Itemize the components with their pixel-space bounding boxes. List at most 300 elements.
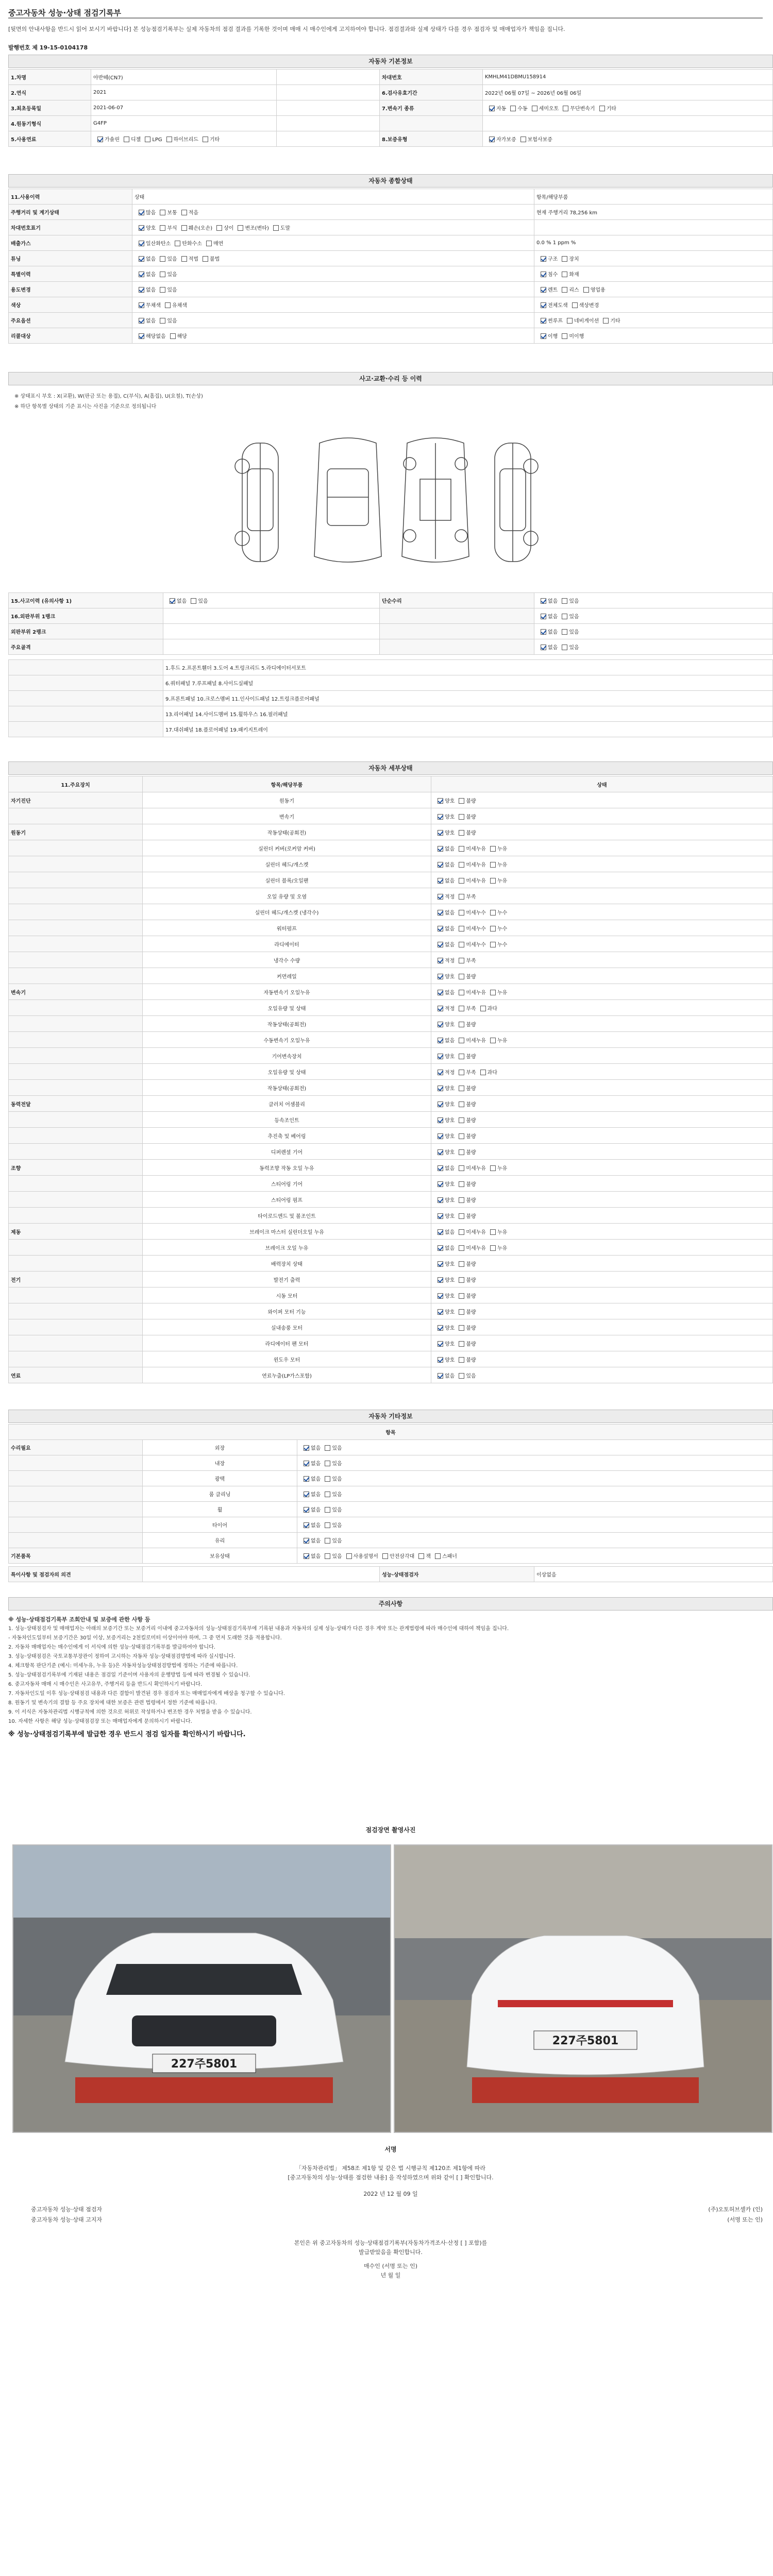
table-cell [431, 984, 773, 1000]
checkbox[interactable] [541, 598, 546, 604]
table-row [9, 706, 773, 722]
checkbox[interactable] [304, 1492, 309, 1497]
checkbox[interactable] [541, 614, 546, 619]
table-row [9, 85, 773, 100]
checkbox[interactable] [160, 318, 165, 324]
table-row [9, 297, 773, 313]
table-cell [431, 1256, 773, 1272]
checkbox[interactable] [583, 287, 589, 293]
checkbox[interactable] [191, 598, 196, 604]
checkbox[interactable] [459, 990, 464, 995]
table-cell: 2.연식 [9, 85, 91, 100]
checkbox-label: 누유 [497, 1229, 508, 1235]
checkbox-label: 기타 [209, 137, 220, 143]
checkbox-label: 미세누유 [466, 862, 486, 868]
table-cell [9, 1016, 143, 1032]
checkbox[interactable] [438, 830, 443, 836]
checkbox[interactable] [480, 1006, 486, 1011]
checkbox[interactable] [490, 1245, 496, 1251]
table-cell [277, 116, 380, 131]
checkbox[interactable] [438, 814, 443, 820]
checkbox-label: 있음 [569, 599, 579, 604]
checkbox-label: 없음 [311, 1492, 321, 1498]
checkbox[interactable] [438, 942, 443, 947]
table-cell: 현재 주행거리 78,256 km [534, 205, 773, 220]
checkbox-label: 없음 [146, 272, 156, 278]
checkbox[interactable] [459, 1165, 464, 1171]
car-left-side-view [235, 443, 278, 562]
checkbox[interactable] [459, 1357, 464, 1363]
checkbox[interactable] [160, 210, 165, 215]
checkbox-label: 양호 [445, 1277, 455, 1283]
table-row [9, 1272, 773, 1287]
table-cell [297, 1486, 773, 1502]
checkbox-label: 있음 [332, 1446, 342, 1451]
checkbox[interactable] [567, 318, 573, 324]
table-cell: 차대번호 [380, 70, 483, 85]
checkbox[interactable] [438, 1165, 443, 1171]
table-row [9, 1208, 773, 1224]
checkbox[interactable] [541, 318, 546, 324]
checkbox[interactable] [438, 1373, 443, 1379]
general-status-table [8, 189, 773, 344]
table-row [9, 1319, 773, 1335]
checkbox[interactable] [139, 318, 144, 324]
table-cell: 7.변속기 종류 [380, 100, 483, 116]
checkbox[interactable] [459, 1373, 464, 1379]
table-cell: 2021 [91, 85, 277, 100]
checkbox[interactable] [438, 862, 443, 868]
checkbox[interactable] [459, 1245, 464, 1251]
checkbox[interactable] [273, 225, 279, 231]
car-body-diagram [227, 433, 546, 572]
checkbox[interactable] [438, 894, 443, 900]
checkbox[interactable] [459, 1038, 464, 1043]
table-cell: 작동상태(공회전) [143, 1080, 431, 1096]
checkbox[interactable] [459, 878, 464, 884]
checkbox[interactable] [438, 958, 443, 963]
checkbox-label: 보통 [167, 210, 177, 216]
table-row [9, 1486, 773, 1502]
checkbox-label: 있음 [332, 1538, 342, 1544]
checkbox[interactable] [165, 302, 171, 308]
checkbox-label: 이행 [548, 334, 558, 340]
checkbox-label: 기타 [610, 318, 620, 324]
checkbox[interactable] [438, 878, 443, 884]
checkbox[interactable] [562, 598, 567, 604]
table-cell [132, 205, 534, 220]
checkbox[interactable] [459, 846, 464, 852]
table-row [9, 824, 773, 840]
checkbox-label: 없음 [445, 846, 455, 852]
table-row [9, 1455, 773, 1471]
checkbox[interactable] [438, 1293, 443, 1299]
checkbox[interactable] [489, 137, 495, 142]
checkbox[interactable] [181, 210, 187, 215]
section-notes: 주의사항 [8, 1597, 773, 1611]
checkbox-label: 양호 [445, 1309, 455, 1315]
table-cell [380, 639, 534, 655]
checkbox[interactable] [382, 1553, 388, 1559]
table-row [9, 1548, 773, 1564]
checkbox-label: 과다 [487, 1070, 497, 1076]
checkbox[interactable] [459, 830, 464, 836]
checkbox[interactable] [563, 106, 568, 111]
table-cell: 실내송풍 모터 [143, 1319, 431, 1335]
checkbox[interactable] [438, 1181, 443, 1187]
checkbox[interactable] [541, 287, 546, 293]
checkbox[interactable] [181, 256, 187, 262]
checkbox-label: 없음 [445, 1245, 455, 1251]
checkbox[interactable] [438, 1261, 443, 1267]
table-cell [132, 251, 534, 266]
table-row [9, 660, 773, 675]
table-cell [431, 1224, 773, 1240]
checkbox[interactable] [520, 137, 526, 142]
checkbox[interactable] [438, 1149, 443, 1155]
checkbox[interactable] [459, 926, 464, 931]
accident-table [8, 592, 773, 655]
checkbox-label: 양호 [445, 1293, 455, 1299]
checkbox[interactable] [438, 1325, 443, 1331]
checkbox[interactable] [438, 1357, 443, 1363]
checkbox[interactable] [139, 302, 144, 308]
table-cell: 외판부위 2랭크 [9, 624, 163, 639]
checkbox[interactable] [490, 1229, 496, 1235]
checkbox-label: 없음 [445, 862, 455, 868]
checkbox[interactable] [304, 1553, 309, 1559]
checkbox[interactable] [459, 1070, 464, 1075]
checkbox[interactable] [490, 1165, 496, 1171]
checkbox-label: 양호 [445, 1117, 455, 1124]
checkbox[interactable] [139, 225, 144, 231]
checkbox[interactable] [459, 1086, 464, 1091]
checkbox[interactable] [438, 1038, 443, 1043]
table-cell [431, 872, 773, 888]
checkbox[interactable] [438, 1229, 443, 1235]
checkbox[interactable] [438, 798, 443, 804]
checkbox[interactable] [562, 256, 567, 262]
checkbox[interactable] [438, 1277, 443, 1283]
checkbox[interactable] [124, 137, 129, 142]
table-cell [431, 1048, 773, 1064]
checkbox[interactable] [541, 629, 546, 635]
checkbox[interactable] [175, 241, 180, 246]
table-cell: 실린더 헤드/개스켓 [143, 856, 431, 872]
checkbox[interactable] [459, 1293, 464, 1299]
checkbox[interactable] [325, 1461, 330, 1466]
checkbox[interactable] [304, 1507, 309, 1513]
checkbox-label: 불량 [466, 1357, 476, 1363]
checkbox[interactable] [480, 1070, 486, 1075]
checkbox[interactable] [160, 287, 165, 293]
checkbox[interactable] [304, 1461, 309, 1466]
checkbox[interactable] [438, 1054, 443, 1059]
checkbox[interactable] [160, 225, 165, 231]
checkbox[interactable] [459, 1006, 464, 1011]
checkbox-label: 누유 [497, 1245, 508, 1251]
checkbox[interactable] [304, 1538, 309, 1544]
checkbox[interactable] [490, 910, 496, 916]
checkbox-label: 침수 [548, 272, 558, 278]
table-cell [534, 313, 773, 328]
checkbox[interactable] [459, 1054, 464, 1059]
table-cell: 커먼레일 [143, 968, 431, 984]
checkbox[interactable] [304, 1522, 309, 1528]
checkbox[interactable] [438, 1117, 443, 1123]
checkbox[interactable] [490, 878, 496, 884]
checkbox[interactable] [562, 629, 567, 635]
checkbox[interactable] [325, 1522, 330, 1528]
checkbox[interactable] [438, 990, 443, 995]
checkbox[interactable] [438, 1197, 443, 1203]
checkbox-label: 양호 [445, 1181, 455, 1188]
checkbox[interactable] [459, 974, 464, 979]
checkbox[interactable] [459, 1309, 464, 1315]
table-cell: 8.보증유형 [380, 131, 483, 147]
checkbox[interactable] [325, 1445, 330, 1451]
table-cell: 16.외판부위 1랭크 [9, 608, 163, 624]
checkbox[interactable] [139, 272, 144, 277]
checkbox[interactable] [170, 598, 175, 604]
checkbox[interactable] [459, 1277, 464, 1283]
checkbox[interactable] [139, 256, 144, 262]
table-cell [297, 1517, 773, 1533]
checkbox[interactable] [603, 318, 609, 324]
table-row [9, 792, 773, 808]
table-cell: 1.후드 2.프론트휀더 3.도어 4.트렁크리드 5.라디에이터서포트 [163, 660, 773, 675]
table-row [9, 920, 773, 936]
checkbox-label: 불량 [466, 1054, 476, 1060]
checkbox[interactable] [181, 225, 187, 231]
checkbox[interactable] [562, 614, 567, 619]
checkbox[interactable] [459, 942, 464, 947]
sign-date: 2022 년 12 월 09 일 [363, 2191, 418, 2197]
checkbox[interactable] [459, 894, 464, 900]
checkbox[interactable] [459, 1133, 464, 1139]
table-cell: 클러치 어셈블리 [143, 1096, 431, 1112]
checkbox[interactable] [459, 1229, 464, 1235]
checkbox[interactable] [170, 333, 176, 339]
checkbox[interactable] [139, 241, 144, 246]
checkbox[interactable] [438, 1006, 443, 1011]
checkbox-label: 누유 [497, 862, 508, 868]
checkbox[interactable] [490, 990, 496, 995]
checkbox[interactable] [459, 1341, 464, 1347]
checkbox[interactable] [438, 1070, 443, 1075]
checkbox[interactable] [459, 862, 464, 868]
table-cell [297, 1471, 773, 1486]
checkbox[interactable] [562, 272, 567, 277]
table-row [9, 691, 773, 706]
checkbox[interactable] [562, 333, 567, 339]
checkbox[interactable] [438, 1213, 443, 1219]
table-cell: 기본품목 [9, 1548, 143, 1564]
checkbox[interactable] [541, 645, 546, 650]
table-cell [9, 872, 143, 888]
checkbox-label: 적정 [445, 1006, 455, 1012]
checkbox[interactable] [490, 942, 496, 947]
checkbox[interactable] [599, 106, 605, 111]
table-cell: 브레이크 오일 누유 [143, 1240, 431, 1256]
checkbox[interactable] [139, 287, 144, 293]
checkbox[interactable] [541, 333, 546, 339]
checkbox[interactable] [562, 645, 567, 650]
checkbox[interactable] [459, 798, 464, 804]
table-cell [277, 100, 380, 116]
checkbox[interactable] [418, 1553, 424, 1559]
section-basic-info: 자동차 기본정보 [8, 55, 773, 68]
table-cell [132, 328, 534, 344]
checkbox[interactable] [438, 1022, 443, 1027]
checkbox-label: 있음 [332, 1507, 342, 1513]
checkbox[interactable] [459, 814, 464, 820]
checkbox[interactable] [459, 1261, 464, 1267]
table-cell: 주요옵션 [9, 313, 132, 328]
notice-text: [뒷면의 안내사항을 반드시 읽어 보시기 바랍니다] 본 성능점검기록부는 실제 자동차의 점검 결과를 기록한 것이며 매매 시 매수인에게 고지하여야 합니다. 점검결과와 실제 상태가 다를 경우 점검자 및 매매업자가 책임을 집니다. [8, 26, 565, 32]
checkbox[interactable] [325, 1538, 330, 1544]
checkbox[interactable] [438, 910, 443, 916]
table-cell: 추진축 및 베어링 [143, 1128, 431, 1144]
checkbox[interactable] [160, 256, 165, 262]
checkbox[interactable] [562, 287, 567, 293]
table-cell [9, 856, 143, 872]
checkbox-label: 양호 [445, 814, 455, 820]
checkbox[interactable] [490, 926, 496, 931]
table-row [9, 675, 773, 691]
table-cell [9, 840, 143, 856]
table-cell [431, 968, 773, 984]
checkbox[interactable] [541, 302, 546, 308]
accident-legend-1: ※ 상태표시 부호 : X(교환), W(판금 또는 용접), C(부식), A(흠집), U(요철), T(손상) [14, 394, 203, 399]
checkbox-label: 양호 [445, 1197, 455, 1204]
checkbox[interactable] [97, 137, 103, 142]
checkbox[interactable] [541, 256, 546, 262]
table-row [9, 1517, 773, 1533]
table-row [9, 936, 773, 952]
checkbox[interactable] [490, 846, 496, 852]
checkbox-label: 미세누유 [466, 990, 486, 996]
table-cell [431, 1192, 773, 1208]
checkbox[interactable] [489, 106, 495, 111]
table-cell: 2022년 06월 07일 ~ 2026년 06월 06일 [483, 85, 773, 100]
table-cell [9, 691, 163, 706]
table-cell [431, 1176, 773, 1192]
checkbox[interactable] [325, 1476, 330, 1482]
checkbox[interactable] [459, 1117, 464, 1123]
checkbox[interactable] [139, 210, 144, 215]
checkbox-label: 부족 [466, 1070, 476, 1076]
table-cell: 11.사용이력 [9, 189, 132, 205]
checkbox[interactable] [459, 1101, 464, 1107]
checkbox[interactable] [206, 241, 212, 246]
checkbox[interactable] [325, 1492, 330, 1497]
checkbox-label: 불량 [466, 814, 476, 820]
table-cell [380, 116, 483, 131]
checkbox[interactable] [438, 1309, 443, 1315]
checkbox-label: 있음 [332, 1492, 342, 1498]
checkbox-label: 불량 [466, 1181, 476, 1188]
checkbox[interactable] [435, 1553, 441, 1559]
checkbox[interactable] [490, 1038, 496, 1043]
checkbox[interactable] [346, 1553, 352, 1559]
checkbox[interactable] [139, 333, 144, 339]
table-row [9, 1032, 773, 1048]
checkbox[interactable] [203, 137, 208, 142]
table-cell [431, 888, 773, 904]
checkbox[interactable] [459, 1149, 464, 1155]
checkbox[interactable] [325, 1507, 330, 1513]
checkbox[interactable] [459, 1325, 464, 1331]
note-item: 5. 성능·상태점검기록부에 기재된 내용은 점검일 기준이며 사용자의 운행방법 등에 따라 변경될 수 있습니다. [8, 1672, 250, 1678]
checkbox-label: 해당 [177, 334, 187, 340]
checkbox[interactable] [238, 225, 243, 231]
checkbox[interactable] [532, 106, 537, 111]
checkbox[interactable] [510, 106, 516, 111]
checkbox-label: 없음 [445, 990, 455, 996]
checkbox-label: 미세누수 [466, 910, 486, 916]
table-cell [9, 1517, 143, 1533]
table-cell [9, 1208, 143, 1224]
checkbox[interactable] [160, 272, 165, 277]
checkbox[interactable] [459, 1213, 464, 1219]
checkbox[interactable] [438, 1133, 443, 1139]
checkbox[interactable] [304, 1445, 309, 1451]
checkbox[interactable] [304, 1476, 309, 1482]
checkbox[interactable] [438, 1101, 443, 1107]
checkbox-label: 화재 [569, 272, 579, 278]
checkbox[interactable] [438, 1086, 443, 1091]
checkbox[interactable] [438, 974, 443, 979]
checkbox[interactable] [438, 846, 443, 852]
checkbox[interactable] [490, 862, 496, 868]
table-cell [9, 1144, 143, 1160]
table-row [9, 808, 773, 824]
table-cell [483, 131, 773, 147]
checkbox[interactable] [541, 272, 546, 277]
photo-front [12, 1844, 391, 2133]
note-item: 3. 성능·상태점검은 국토교통부장관이 정하여 고시하는 자동차 성능·상태점검방법에 따라 실시합니다. [8, 1654, 236, 1659]
checkbox[interactable] [438, 1245, 443, 1251]
checkbox-label: 탄화수소 [182, 241, 202, 247]
checkbox[interactable] [216, 225, 222, 231]
checkbox[interactable] [203, 256, 208, 262]
note-item: 10. 자세한 사항은 해당 성능·상태점검장 또는 매매업자에게 문의하시기 바랍니다. [8, 1719, 192, 1724]
checkbox[interactable] [459, 1197, 464, 1203]
checkbox[interactable] [459, 958, 464, 963]
checkbox-label: 있음 [167, 318, 177, 324]
checkbox[interactable] [325, 1553, 330, 1559]
checkbox-label: 보험사보증 [527, 137, 552, 143]
checkbox-label: 있음 [332, 1461, 342, 1467]
checkbox[interactable] [572, 302, 578, 308]
table-row [9, 639, 773, 655]
table-cell: 1.차명 [9, 70, 91, 85]
table-cell [9, 1351, 143, 1367]
table-row [9, 1192, 773, 1208]
checkbox[interactable] [438, 1341, 443, 1347]
table-cell [9, 1176, 143, 1192]
checkbox-label: 미세누유 [466, 1245, 486, 1251]
table-cell [9, 1240, 143, 1256]
checkbox[interactable] [438, 926, 443, 931]
checkbox[interactable] [459, 1181, 464, 1187]
checkbox-label: 세미오토 [539, 106, 559, 112]
checkbox[interactable] [459, 1022, 464, 1027]
checkbox[interactable] [459, 910, 464, 916]
checkbox[interactable] [145, 137, 150, 142]
checkbox[interactable] [166, 137, 172, 142]
